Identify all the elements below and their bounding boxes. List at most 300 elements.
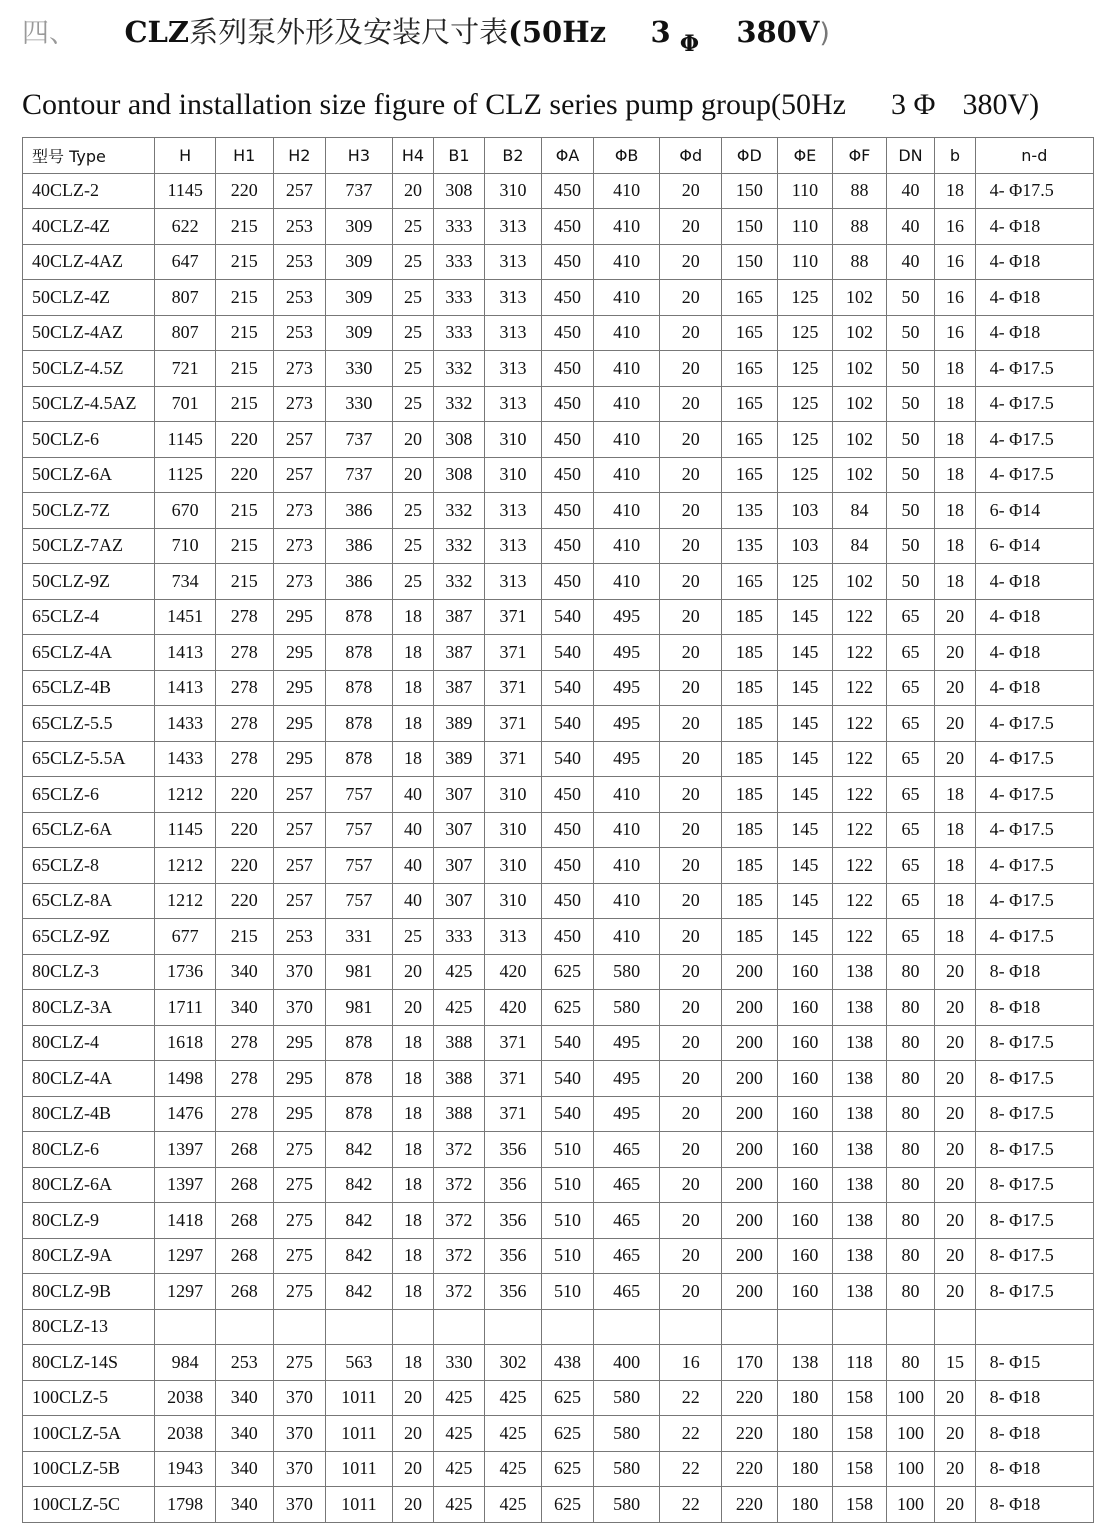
type-cell: 65CLZ-4A xyxy=(23,635,155,671)
table-row xyxy=(23,990,1094,1026)
table-cell: 273 xyxy=(273,564,326,600)
table-cell: 158 xyxy=(833,1380,887,1416)
table-cell: 88 xyxy=(833,244,887,280)
table-cell: 302 xyxy=(484,1345,542,1381)
table-cell: 215 xyxy=(215,244,273,280)
table-cell: 8- Φ17.5 xyxy=(975,1167,1093,1203)
table-cell: 18 xyxy=(935,351,975,387)
table-cell: 257 xyxy=(273,812,326,848)
table-cell: 165 xyxy=(722,386,778,422)
table-cell: 400 xyxy=(593,1345,660,1381)
column-header: ΦB xyxy=(593,138,660,174)
column-header: 型号 Type xyxy=(23,138,155,174)
table-cell: 25 xyxy=(392,564,433,600)
table-cell: 450 xyxy=(542,919,594,955)
table-cell: 118 xyxy=(833,1345,887,1381)
table-cell: 160 xyxy=(777,1132,833,1168)
table-cell xyxy=(833,1309,887,1345)
type-cell: 50CLZ-4.5AZ xyxy=(23,386,155,422)
title-open-paren: ( xyxy=(508,15,522,49)
table-cell: 370 xyxy=(273,990,326,1026)
table-cell: 20 xyxy=(935,954,975,990)
table-cell: 1433 xyxy=(155,706,216,742)
table-cell: 307 xyxy=(434,883,485,919)
table-cell: 145 xyxy=(777,599,833,635)
table-cell: 40 xyxy=(886,244,934,280)
table-cell: 295 xyxy=(273,1096,326,1132)
table-cell: 20 xyxy=(392,422,433,458)
table-cell: 20 xyxy=(392,1416,433,1452)
table-cell: 273 xyxy=(273,351,326,387)
table-cell: 309 xyxy=(326,280,393,316)
table-cell: 625 xyxy=(542,954,594,990)
table-cell: 625 xyxy=(542,1487,594,1523)
table-cell: 122 xyxy=(833,883,887,919)
table-cell: 330 xyxy=(434,1345,485,1381)
table-cell: 180 xyxy=(777,1487,833,1523)
table-row xyxy=(23,386,1094,422)
table-row xyxy=(23,1345,1094,1381)
table-cell: 220 xyxy=(722,1380,778,1416)
table-cell: 275 xyxy=(273,1203,326,1239)
table-cell: 410 xyxy=(593,848,660,884)
table-cell: 310 xyxy=(484,777,542,813)
table-cell: 495 xyxy=(593,741,660,777)
table-cell: 18 xyxy=(935,386,975,422)
table-cell: 878 xyxy=(326,1096,393,1132)
table-cell xyxy=(975,1309,1093,1345)
table-cell: 701 xyxy=(155,386,216,422)
table-cell: 275 xyxy=(273,1132,326,1168)
table-cell: 158 xyxy=(833,1416,887,1452)
table-cell: 18 xyxy=(935,422,975,458)
english-title xyxy=(22,82,1039,128)
table-cell: 88 xyxy=(833,209,887,245)
table-cell: 425 xyxy=(434,1451,485,1487)
table-cell: 100 xyxy=(886,1416,934,1452)
column-header: n-d xyxy=(975,138,1093,174)
table-cell: 138 xyxy=(833,1096,887,1132)
table-cell: 20 xyxy=(935,635,975,671)
table-cell: 425 xyxy=(434,1380,485,1416)
column-header: B2 xyxy=(484,138,542,174)
table-cell: 20 xyxy=(660,457,722,493)
table-cell: 625 xyxy=(542,1380,594,1416)
frequency: 50Hz xyxy=(521,15,607,49)
table-cell: 138 xyxy=(833,1167,887,1203)
table-cell: 8- Φ17.5 xyxy=(975,1238,1093,1274)
table-cell: 275 xyxy=(273,1167,326,1203)
table-cell: 340 xyxy=(215,1380,273,1416)
table-cell: 370 xyxy=(273,954,326,990)
table-cell: 20 xyxy=(935,1238,975,1274)
table-cell: 25 xyxy=(392,244,433,280)
column-header: H4 xyxy=(392,138,433,174)
table-cell: 102 xyxy=(833,280,887,316)
table-row xyxy=(23,564,1094,600)
table-cell: 309 xyxy=(326,244,393,280)
table-cell: 145 xyxy=(777,883,833,919)
table-cell: 20 xyxy=(660,386,722,422)
table-cell: 450 xyxy=(542,777,594,813)
table-cell: 1212 xyxy=(155,883,216,919)
table-cell: 465 xyxy=(593,1274,660,1310)
table-cell: 757 xyxy=(326,848,393,884)
table-cell: 2038 xyxy=(155,1380,216,1416)
table-cell: 878 xyxy=(326,670,393,706)
table-cell: 80 xyxy=(886,1238,934,1274)
table-cell: 103 xyxy=(777,493,833,529)
table-cell: 268 xyxy=(215,1274,273,1310)
table-body xyxy=(23,173,1094,1522)
table-cell: 450 xyxy=(542,351,594,387)
table-cell: 200 xyxy=(722,1274,778,1310)
table-row xyxy=(23,1167,1094,1203)
table-cell: 371 xyxy=(484,1061,542,1097)
table-cell: 371 xyxy=(484,741,542,777)
table-row xyxy=(23,848,1094,884)
column-header: DN xyxy=(886,138,934,174)
table-cell: 20 xyxy=(660,990,722,1026)
table-row xyxy=(23,919,1094,955)
table-cell: 622 xyxy=(155,209,216,245)
table-cell xyxy=(660,1309,722,1345)
type-cell: 65CLZ-9Z xyxy=(23,919,155,955)
table-cell: 387 xyxy=(434,670,485,706)
table-cell: 18 xyxy=(392,1274,433,1310)
table-cell: 878 xyxy=(326,599,393,635)
table-cell: 125 xyxy=(777,422,833,458)
table-cell: 150 xyxy=(722,173,778,209)
table-cell: 450 xyxy=(542,315,594,351)
table-cell: 275 xyxy=(273,1345,326,1381)
table-cell: 372 xyxy=(434,1274,485,1310)
table-cell: 268 xyxy=(215,1167,273,1203)
table-cell: 330 xyxy=(326,386,393,422)
table-cell: 310 xyxy=(484,812,542,848)
table-cell: 185 xyxy=(722,777,778,813)
table-cell: 160 xyxy=(777,1274,833,1310)
table-cell: 1418 xyxy=(155,1203,216,1239)
table-cell xyxy=(273,1309,326,1345)
table-cell: 450 xyxy=(542,812,594,848)
table-cell: 372 xyxy=(434,1132,485,1168)
table-row xyxy=(23,1061,1094,1097)
table-cell: 677 xyxy=(155,919,216,955)
table-cell: 8- Φ17.5 xyxy=(975,1025,1093,1061)
table-row xyxy=(23,954,1094,990)
table-cell: 1011 xyxy=(326,1416,393,1452)
table-cell: 450 xyxy=(542,528,594,564)
table-cell: 20 xyxy=(935,1274,975,1310)
table-cell: 425 xyxy=(484,1380,542,1416)
table-cell: 138 xyxy=(833,1238,887,1274)
table-cell: 122 xyxy=(833,670,887,706)
table-cell: 50 xyxy=(886,457,934,493)
table-cell: 1397 xyxy=(155,1132,216,1168)
table-cell: 410 xyxy=(593,919,660,955)
table-cell: 145 xyxy=(777,919,833,955)
type-cell: 100CLZ-5C xyxy=(23,1487,155,1523)
table-cell: 135 xyxy=(722,528,778,564)
table-cell: 6- Φ14 xyxy=(975,493,1093,529)
table-cell: 8- Φ17.5 xyxy=(975,1061,1093,1097)
table-cell: 540 xyxy=(542,1061,594,1097)
table-cell xyxy=(215,1309,273,1345)
table-cell: 386 xyxy=(326,564,393,600)
table-cell: 20 xyxy=(660,706,722,742)
table-cell: 18 xyxy=(935,883,975,919)
table-cell: 100 xyxy=(886,1451,934,1487)
table-cell: 145 xyxy=(777,848,833,884)
table-cell: 160 xyxy=(777,1203,833,1239)
table-cell: 257 xyxy=(273,457,326,493)
table-cell: 200 xyxy=(722,1238,778,1274)
table-cell: 65 xyxy=(886,883,934,919)
table-cell: 20 xyxy=(935,706,975,742)
table-cell: 268 xyxy=(215,1203,273,1239)
table-cell: 84 xyxy=(833,528,887,564)
table-cell: 1476 xyxy=(155,1096,216,1132)
table-cell: 310 xyxy=(484,883,542,919)
phase-symbol: Φ xyxy=(679,31,700,57)
table-cell: 356 xyxy=(484,1203,542,1239)
table-cell: 278 xyxy=(215,1061,273,1097)
table-cell: 20 xyxy=(660,1238,722,1274)
table-cell: 185 xyxy=(722,670,778,706)
table-cell: 20 xyxy=(660,173,722,209)
table-cell: 20 xyxy=(660,812,722,848)
table-cell: 647 xyxy=(155,244,216,280)
table-cell: 253 xyxy=(273,315,326,351)
type-cell: 80CLZ-4B xyxy=(23,1096,155,1132)
type-cell: 65CLZ-8 xyxy=(23,848,155,884)
table-cell: 257 xyxy=(273,883,326,919)
table-cell: 185 xyxy=(722,919,778,955)
table-cell: 842 xyxy=(326,1203,393,1239)
table-cell: 308 xyxy=(434,173,485,209)
table-cell: 220 xyxy=(722,1487,778,1523)
table-cell: 80 xyxy=(886,1167,934,1203)
table-cell: 737 xyxy=(326,422,393,458)
table-cell: 20 xyxy=(935,990,975,1026)
table-cell: 878 xyxy=(326,1025,393,1061)
table-cell: 984 xyxy=(155,1345,216,1381)
table-row xyxy=(23,1025,1094,1061)
type-cell: 65CLZ-6A xyxy=(23,812,155,848)
table-cell: 138 xyxy=(833,1132,887,1168)
table-cell: 145 xyxy=(777,670,833,706)
table-cell: 110 xyxy=(777,244,833,280)
table-cell: 20 xyxy=(392,1380,433,1416)
table-cell: 450 xyxy=(542,457,594,493)
table-cell: 540 xyxy=(542,670,594,706)
table-cell: 220 xyxy=(215,422,273,458)
table-row xyxy=(23,1203,1094,1239)
table-cell xyxy=(484,1309,542,1345)
table-cell: 386 xyxy=(326,528,393,564)
table-cell: 20 xyxy=(392,990,433,1026)
table-cell: 200 xyxy=(722,1096,778,1132)
table-cell: 160 xyxy=(777,1167,833,1203)
table-cell: 371 xyxy=(484,599,542,635)
type-cell: 80CLZ-9A xyxy=(23,1238,155,1274)
table-cell: 138 xyxy=(833,1061,887,1097)
table-cell: 4- Φ17.5 xyxy=(975,812,1093,848)
title-text: 系列泵外形及安装尺寸表 xyxy=(189,15,509,49)
table-cell: 625 xyxy=(542,1416,594,1452)
table-cell: 100 xyxy=(886,1380,934,1416)
table-cell: 18 xyxy=(935,564,975,600)
table-cell: 333 xyxy=(434,244,485,280)
table-cell: 4- Φ17.5 xyxy=(975,386,1093,422)
table-cell: 20 xyxy=(935,1061,975,1097)
table-cell: 1297 xyxy=(155,1238,216,1274)
table-cell: 25 xyxy=(392,493,433,529)
table-cell: 465 xyxy=(593,1167,660,1203)
table-cell: 18 xyxy=(392,635,433,671)
table-cell: 50 xyxy=(886,351,934,387)
table-cell: 20 xyxy=(660,1096,722,1132)
table-cell: 20 xyxy=(660,599,722,635)
table-cell: 18 xyxy=(392,599,433,635)
table-cell: 180 xyxy=(777,1416,833,1452)
table-cell: 18 xyxy=(935,848,975,884)
column-header: H3 xyxy=(326,138,393,174)
table-cell: 510 xyxy=(542,1167,594,1203)
table-cell: 16 xyxy=(660,1345,722,1381)
table-cell: 20 xyxy=(660,422,722,458)
table-cell: 215 xyxy=(215,564,273,600)
table-cell: 450 xyxy=(542,209,594,245)
dimension-table xyxy=(22,137,1094,1523)
table-cell: 165 xyxy=(722,457,778,493)
table-cell: 145 xyxy=(777,635,833,671)
table-cell: 842 xyxy=(326,1238,393,1274)
table-cell: 122 xyxy=(833,741,887,777)
table-cell: 18 xyxy=(935,812,975,848)
table-cell: 122 xyxy=(833,919,887,955)
table-cell: 50 xyxy=(886,564,934,600)
table-cell: 18 xyxy=(392,1238,433,1274)
table-cell: 185 xyxy=(722,599,778,635)
table-cell: 220 xyxy=(215,812,273,848)
table-cell: 20 xyxy=(660,564,722,600)
type-cell: 40CLZ-4Z xyxy=(23,209,155,245)
table-cell: 8- Φ18 xyxy=(975,1451,1093,1487)
table-cell: 330 xyxy=(326,351,393,387)
table-cell: 273 xyxy=(273,386,326,422)
table-cell: 150 xyxy=(722,209,778,245)
table-row xyxy=(23,244,1094,280)
table-cell: 22 xyxy=(660,1380,722,1416)
table-row xyxy=(23,1309,1094,1345)
table-cell: 4- Φ17.5 xyxy=(975,848,1093,884)
table-cell: 737 xyxy=(326,173,393,209)
table-cell: 388 xyxy=(434,1025,485,1061)
type-cell: 80CLZ-13 xyxy=(23,1309,155,1345)
table-cell: 425 xyxy=(484,1487,542,1523)
table-cell: 495 xyxy=(593,599,660,635)
table-cell: 295 xyxy=(273,1061,326,1097)
table-cell: 102 xyxy=(833,457,887,493)
table-cell: 20 xyxy=(660,209,722,245)
table-cell: 372 xyxy=(434,1203,485,1239)
table-cell: 332 xyxy=(434,493,485,529)
table-cell: 215 xyxy=(215,919,273,955)
table-cell: 80 xyxy=(886,954,934,990)
table-cell xyxy=(155,1309,216,1345)
table-cell: 20 xyxy=(660,1203,722,1239)
table-cell: 257 xyxy=(273,422,326,458)
table-cell: 180 xyxy=(777,1380,833,1416)
table-cell: 18 xyxy=(392,1203,433,1239)
table-cell: 122 xyxy=(833,777,887,813)
table-cell: 20 xyxy=(660,315,722,351)
table-cell: 371 xyxy=(484,635,542,671)
table-cell: 1618 xyxy=(155,1025,216,1061)
table-cell: 102 xyxy=(833,315,887,351)
table-cell: 410 xyxy=(593,173,660,209)
table-cell: 80 xyxy=(886,1274,934,1310)
table-row xyxy=(23,493,1094,529)
table-cell: 50 xyxy=(886,422,934,458)
table-cell: 20 xyxy=(660,528,722,564)
table-cell: 275 xyxy=(273,1274,326,1310)
table-cell: 170 xyxy=(722,1345,778,1381)
table-cell: 332 xyxy=(434,564,485,600)
table-cell: 18 xyxy=(392,1345,433,1381)
table-cell: 389 xyxy=(434,706,485,742)
table-cell: 372 xyxy=(434,1167,485,1203)
table-cell: 220 xyxy=(722,1451,778,1487)
header-row xyxy=(23,138,1094,174)
table-cell: 160 xyxy=(777,1238,833,1274)
table-cell: 438 xyxy=(542,1345,594,1381)
table-cell: 165 xyxy=(722,564,778,600)
table-cell: 253 xyxy=(215,1345,273,1381)
table-cell: 278 xyxy=(215,706,273,742)
table-cell: 8- Φ18 xyxy=(975,1416,1093,1452)
table-cell: 20 xyxy=(392,1451,433,1487)
table-cell: 4- Φ17.5 xyxy=(975,706,1093,742)
table-row xyxy=(23,528,1094,564)
table-cell: 313 xyxy=(484,244,542,280)
table-cell: 20 xyxy=(660,919,722,955)
table-cell: 40 xyxy=(392,812,433,848)
table-cell: 25 xyxy=(392,280,433,316)
type-cell: 80CLZ-9B xyxy=(23,1274,155,1310)
table-cell: 8- Φ18 xyxy=(975,954,1093,990)
column-header: ΦF xyxy=(833,138,887,174)
table-cell: 16 xyxy=(935,315,975,351)
table-row xyxy=(23,173,1094,209)
table-cell: 215 xyxy=(215,351,273,387)
table-cell: 1413 xyxy=(155,670,216,706)
type-cell: 50CLZ-4Z xyxy=(23,280,155,316)
table-cell xyxy=(722,1309,778,1345)
table-cell: 410 xyxy=(593,564,660,600)
table-cell: 18 xyxy=(392,1096,433,1132)
table-cell: 370 xyxy=(273,1451,326,1487)
table-cell: 1011 xyxy=(326,1487,393,1523)
table-cell: 160 xyxy=(777,1061,833,1097)
table-cell: 1125 xyxy=(155,457,216,493)
table-cell: 40 xyxy=(392,777,433,813)
table-cell: 160 xyxy=(777,1025,833,1061)
table-cell xyxy=(542,1309,594,1345)
table-cell: 308 xyxy=(434,422,485,458)
